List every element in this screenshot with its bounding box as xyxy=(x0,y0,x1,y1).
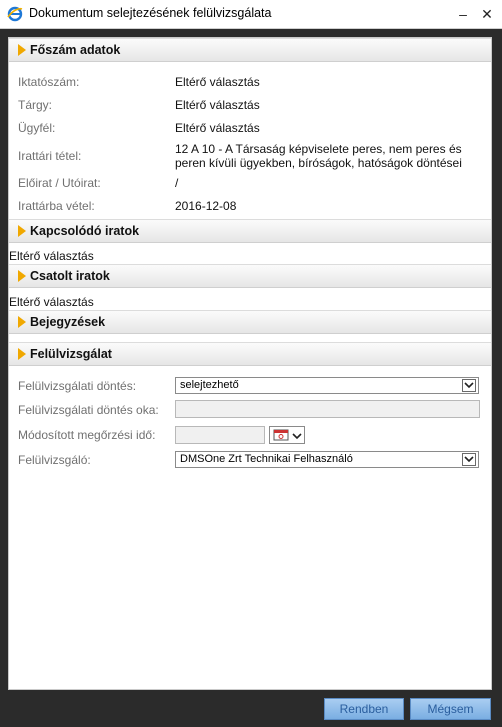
label-irattari-tetel: Irattári tétel: xyxy=(18,149,82,163)
csatolt-text: Eltérő választás xyxy=(9,295,94,309)
value-irattari-tetel-line2: peren kívüli ügyekben, bíróságok, hatóságok döntései xyxy=(175,156,462,170)
browser-icon xyxy=(7,6,23,22)
section-title: Felülvizsgálat xyxy=(30,347,112,361)
section-title: Kapcsolódó iratok xyxy=(30,224,140,238)
value-irattarba-vetel: 2016-12-08 xyxy=(175,199,237,213)
expand-arrow-icon xyxy=(18,348,26,360)
minimize-button[interactable]: – xyxy=(459,6,467,22)
value-irattari-tetel-line1: 12 A 10 - A Társaság képviselete peres, nem peres és xyxy=(175,142,462,156)
reviewer-selected-value: DMSOne Zrt Technikai Felhasználó xyxy=(180,453,353,465)
chevron-down-icon xyxy=(292,430,302,444)
chevron-down-icon xyxy=(462,379,476,392)
label-ugyfel: Ügyfél: xyxy=(18,121,56,135)
label-iktatoszam: Iktatószám: xyxy=(18,75,80,89)
reviewer-select[interactable] xyxy=(175,451,479,468)
section-header-foszam[interactable] xyxy=(9,38,491,62)
label-reason: Felülvizsgálati döntés oka: xyxy=(18,403,159,417)
date-picker-button[interactable] xyxy=(269,426,305,444)
decision-selected-value: selejtezhető xyxy=(180,379,239,391)
label-retention: Módosított megőrzési idő: xyxy=(18,428,156,442)
reason-input[interactable] xyxy=(175,400,480,418)
section-title: Főszám adatok xyxy=(30,43,121,57)
label-irattarba-vetel: Irattárba vétel: xyxy=(18,199,95,213)
kapcsolodo-text: Eltérő választás xyxy=(9,249,94,263)
section-header-felulvizsgalat[interactable] xyxy=(9,342,491,366)
cancel-button[interactable]: Mégsem xyxy=(410,698,491,720)
value-iktatoszam: Eltérő választás xyxy=(175,75,260,89)
title-bar xyxy=(0,0,502,29)
retention-date-input[interactable] xyxy=(175,426,265,444)
expand-arrow-icon xyxy=(18,225,26,237)
dialog-content xyxy=(8,37,492,690)
chevron-down-icon xyxy=(462,453,476,466)
label-reviewer: Felülvizsgáló: xyxy=(18,453,91,467)
calendar-icon xyxy=(273,429,289,444)
section-header-csatolt[interactable] xyxy=(9,264,491,288)
expand-arrow-icon xyxy=(18,316,26,328)
decision-select[interactable] xyxy=(175,377,479,394)
label-decision: Felülvizsgálati döntés: xyxy=(18,379,137,393)
value-ugyfel: Eltérő választás xyxy=(175,121,260,135)
close-button[interactable]: ✕ xyxy=(481,6,493,22)
window-title: Dokumentum selejtezésének felülvizsgálata xyxy=(29,6,272,20)
value-targy: Eltérő választás xyxy=(175,98,260,112)
ok-button[interactable]: Rendben xyxy=(324,698,404,720)
value-eloirat-utoirat: / xyxy=(175,176,179,190)
expand-arrow-icon xyxy=(18,44,26,56)
section-title: Bejegyzések xyxy=(30,315,106,329)
expand-arrow-icon xyxy=(18,270,26,282)
label-eloirat-utoirat: Előirat / Utóirat: xyxy=(18,176,101,190)
section-header-bejegyzesek[interactable] xyxy=(9,310,491,334)
section-title: Csatolt iratok xyxy=(30,269,110,283)
label-targy: Tárgy: xyxy=(18,98,53,112)
section-header-kapcsolodo[interactable] xyxy=(9,219,491,243)
